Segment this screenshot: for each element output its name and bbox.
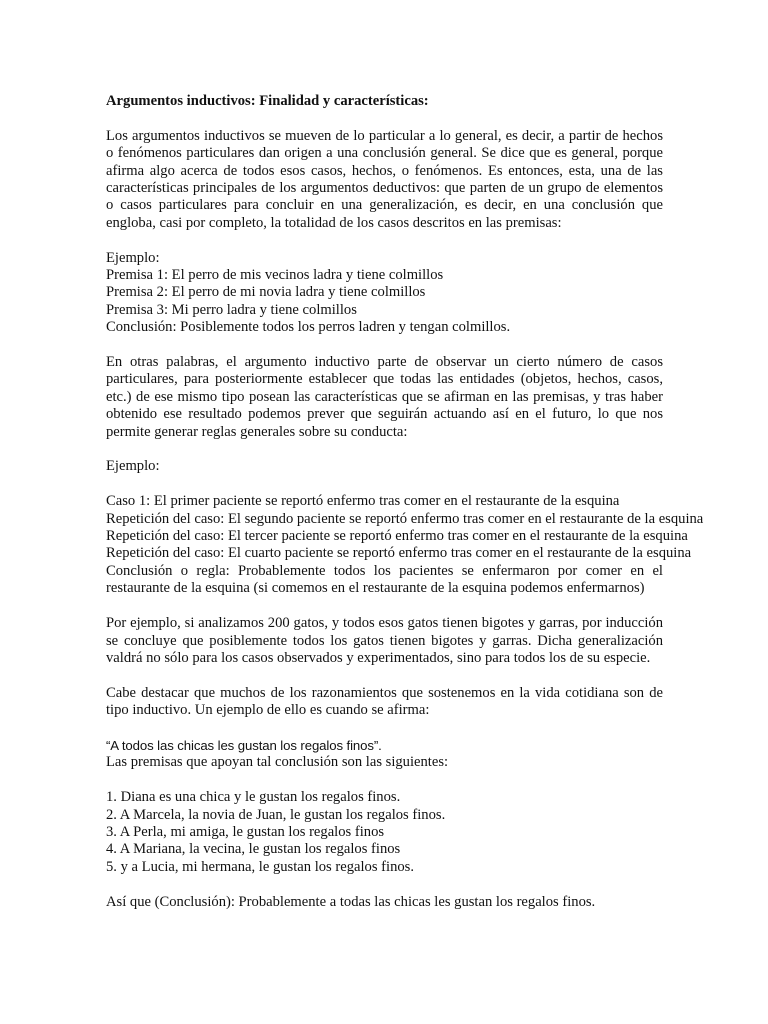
quote-text: “A todos las chicas les gustan los regalos finos”. bbox=[106, 737, 382, 753]
conclusion-line: Conclusión: Posiblemente todos los perros ladren y tengan colmillos. bbox=[106, 319, 511, 336]
example-heading: Ejemplo: bbox=[106, 249, 160, 266]
paragraph-cats: Por ejemplo, si analizamos 200 gatos, y todos esos gatos tienen bigotes y garras, por inducción se concluye que posiblemente todos los gatos tienen bigotes y garras. Dicha generalización valdrá no sólo para los casos observados y experimentados, sino para todos los de su especie. bbox=[106, 615, 663, 666]
case-line: Repetición del caso: El cuarto paciente se reportó enfermo tras comer en el restaurante de la esquina bbox=[106, 545, 692, 562]
paragraph-explanation: En otras palabras, el argumento inductivo parte de observar un cierto número de casos particulares, para posteriormente establecer que todas las entidades (objetos, hechos, casos, etc.) de ese mismo tipo posean las características que se afirman en las premisas, y tras haber obtenido ese resultado podemos prever que seguirán actuando así en el futuro, lo que nos permite generar reglas generales sobre su conducta: bbox=[106, 354, 663, 440]
premise-line: Premisa 1: El perro de mis vecinos ladra y tiene colmillos bbox=[106, 267, 444, 284]
list-item: 1. Diana es una chica y le gustan los regalos finos. bbox=[106, 789, 401, 806]
list-item: 3. A Perla, mi amiga, le gustan los regalos finos bbox=[106, 823, 385, 840]
premise-line: Premisa 3: Mi perro ladra y tiene colmillos bbox=[106, 301, 357, 318]
case-line: Caso 1: El primer paciente se reportó enfermo tras comer en el restaurante de la esquina bbox=[106, 493, 620, 510]
section-title: Argumentos inductivos: Finalidad y características: bbox=[106, 93, 429, 109]
premises-intro: Las premisas que apoyan tal conclusión son las siguientes: bbox=[106, 754, 449, 771]
conclusion-rule: Conclusión o regla: Probablemente todos los pacientes se enfermaron por comer en el restaurante de la esquina (si comemos en el restaurante de la esquina podemos enfermarnos) bbox=[106, 562, 663, 597]
paragraph-everyday: Cabe destacar que muchos de los razonamientos que sostenemos en la vida cotidiana son de tipo inductivo. Un ejemplo de ello es cuando se afirma: bbox=[106, 684, 663, 719]
case-line: Repetición del caso: El tercer paciente se reportó enfermo tras comer en el restaurante de la esquina bbox=[106, 528, 688, 545]
example-dogs bbox=[106, 250, 663, 337]
list-item: 4. A Mariana, la vecina, le gustan los regalos finos bbox=[106, 841, 401, 858]
list-item: 2. A Marcela, la novia de Juan, le gustan los regalos finos. bbox=[106, 806, 446, 823]
list-item: 5. y a Lucia, mi hermana, le gustan los regalos finos. bbox=[106, 858, 415, 875]
premises-list bbox=[106, 789, 663, 876]
document-body bbox=[106, 93, 704, 928]
example-patients bbox=[106, 493, 704, 597]
final-conclusion: Así que (Conclusión): Probablemente a todas las chicas les gustan los regalos finos. bbox=[106, 893, 596, 910]
example-heading-2: Ejemplo: bbox=[106, 458, 160, 475]
paragraph-intro: Los argumentos inductivos se mueven de lo particular a lo general, es decir, a partir de hechos o fenómenos particulares dan origen a una conclusión general. Se dice que es general, porque afirma algo acerca de todos esos casos, hechos, o fenómenos. Es entonces, esta, una de las características principales de los argumentos deductivos: que parten de un grupo de elementos o casos particulares para concluir en una generalización, es decir, en una conclusión que engloba, casi por completo, la totalidad de los casos descritos en las premisas: bbox=[106, 127, 663, 231]
quote-block bbox=[106, 737, 663, 772]
case-line: Repetición del caso: El segundo paciente se reportó enfermo tras comer en el restaurante de la esquina bbox=[106, 510, 704, 527]
premise-line: Premisa 2: El perro de mi novia ladra y tiene colmillos bbox=[106, 284, 426, 301]
